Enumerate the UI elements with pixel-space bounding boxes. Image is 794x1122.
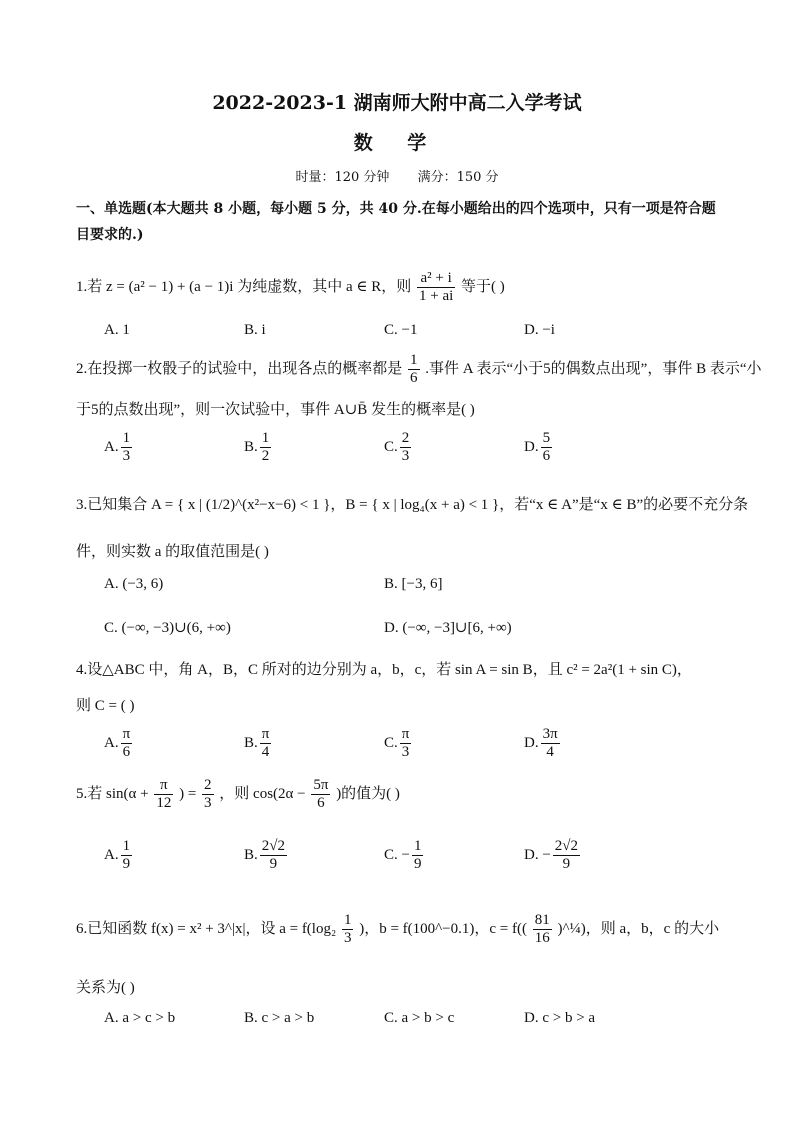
- q5-option-b: B. $\frac{2√2}{9}$: [244, 838, 285, 873]
- q5-option-c: C. − $\frac{1}{9}$: [384, 838, 422, 873]
- q6-option-d: D. c > b > a: [524, 1010, 596, 1026]
- question-3: 3.已知集合 A = { x | (1/2)^(x²−x−6) < 1 }，B = { x | log₄(x + a) < 1 }，若“x ∈ A”是“x ∈ B”的必要不充分条: [76, 497, 749, 513]
- subject-title: 数 学: [353, 132, 441, 154]
- q3-option-a: A. (−3, 6): [104, 576, 164, 592]
- q4-option-c: C. $\frac{\pi}{3}$: [384, 726, 410, 761]
- exam-meta: [0, 166, 794, 185]
- q1-option-a: A. 1: [104, 322, 130, 338]
- q4-option-d: D. $\frac{3\pi}{4}$: [524, 726, 558, 761]
- section-heading: 一、单选题(本大题共 8 小题，每小题 5 分，共 40 分.在每小题给出的四个选项中，只有一项是符合题目要求的.): [76, 201, 716, 243]
- q1-fraction: $\frac{\text{a² + i}}{1 + ai}$: [418, 270, 454, 305]
- q3-option-c: C. (−∞, −3)∪(6, +∞): [104, 620, 231, 636]
- question-2-cont: 于5的点数出现”，则一次试验中，事件 A∪B̄ 发生的概率是( ): [76, 402, 475, 418]
- q1-option-b: B. i: [244, 322, 266, 338]
- question-1: 1.若 z = (a² − 1) + (a − 1)i 为纯虚数，其中 a ∈ R，则 $\frac{\text{a² + i}}{1 + ai}$ 等于( ): [76, 270, 505, 305]
- q6-option-c: C. a > b > c: [384, 1010, 455, 1026]
- q2-option-b: B. $\frac{1}{2}$: [244, 430, 270, 465]
- q4-option-b: B. $\frac{\pi}{4}$: [244, 726, 270, 761]
- question-4: 4.设△ABC 中，角 A，B，C 所对的边分别为 a，b，c，若 sin A = sin B，且 c² = 2a²(1 + sin C)，: [76, 662, 692, 678]
- q6-option-a: A. a > c > b: [104, 1010, 176, 1026]
- q2-fraction: $\frac{1}{6}$: [410, 352, 418, 387]
- full-score: 满分：150 分: [417, 170, 499, 185]
- question-6-cont: 关系为( ): [76, 980, 135, 996]
- question-4-cont: 则 C = ( ): [76, 698, 135, 714]
- exam-title: 2022-2023-1 湖南师大附中高二入学考试: [212, 92, 582, 114]
- q3-option-b: B. [−3, 6]: [384, 576, 443, 592]
- q5-option-a: A. $\frac{1}{9}$: [104, 838, 131, 873]
- question-2: 2.在投掷一枚骰子的试验中，出现各点的概率都是 $\frac{1}{6}$ .事件 A 表示“小于5的偶数点出现”，事件 B 表示“小: [76, 352, 762, 387]
- q4-option-a: A. $\frac{\pi}{6}$: [104, 726, 131, 761]
- q2-option-c: C. $\frac{2}{3}$: [384, 430, 410, 465]
- q3-option-d: D. (−∞, −3]∪[6, +∞): [384, 620, 512, 636]
- question-3-cont: 件，则实数 a 的取值范围是( ): [76, 544, 269, 560]
- q5-option-d: D. − $\frac{2√2}{9}$: [524, 838, 579, 873]
- q2-option-a: A. $\frac{1}{3}$: [104, 430, 131, 465]
- time-limit: 时量：120 分钟: [295, 170, 390, 185]
- q1-option-c: C. −1: [384, 322, 418, 338]
- q1-option-d: D. −i: [524, 322, 555, 338]
- q2-option-d: D. $\frac{5}{6}$: [524, 430, 551, 465]
- q6-option-b: B. c > a > b: [244, 1010, 315, 1026]
- question-6: 6.已知函数 f(x) = x² + 3^|x|，设 a = f(log₂ $\frac{1}{3}$ )，b = f(100^−0.1)，c = f(( $\frac{81}{16}$ )^¼)，则 a，b，c 的大小: [76, 912, 720, 947]
- question-5: 5.若 sin(α + $\frac{\pi}{12}$ ) = $\frac{2}{3}$ ，则 cos(2α − $\frac{5\pi}{6}$ )的值为( ): [76, 777, 400, 812]
